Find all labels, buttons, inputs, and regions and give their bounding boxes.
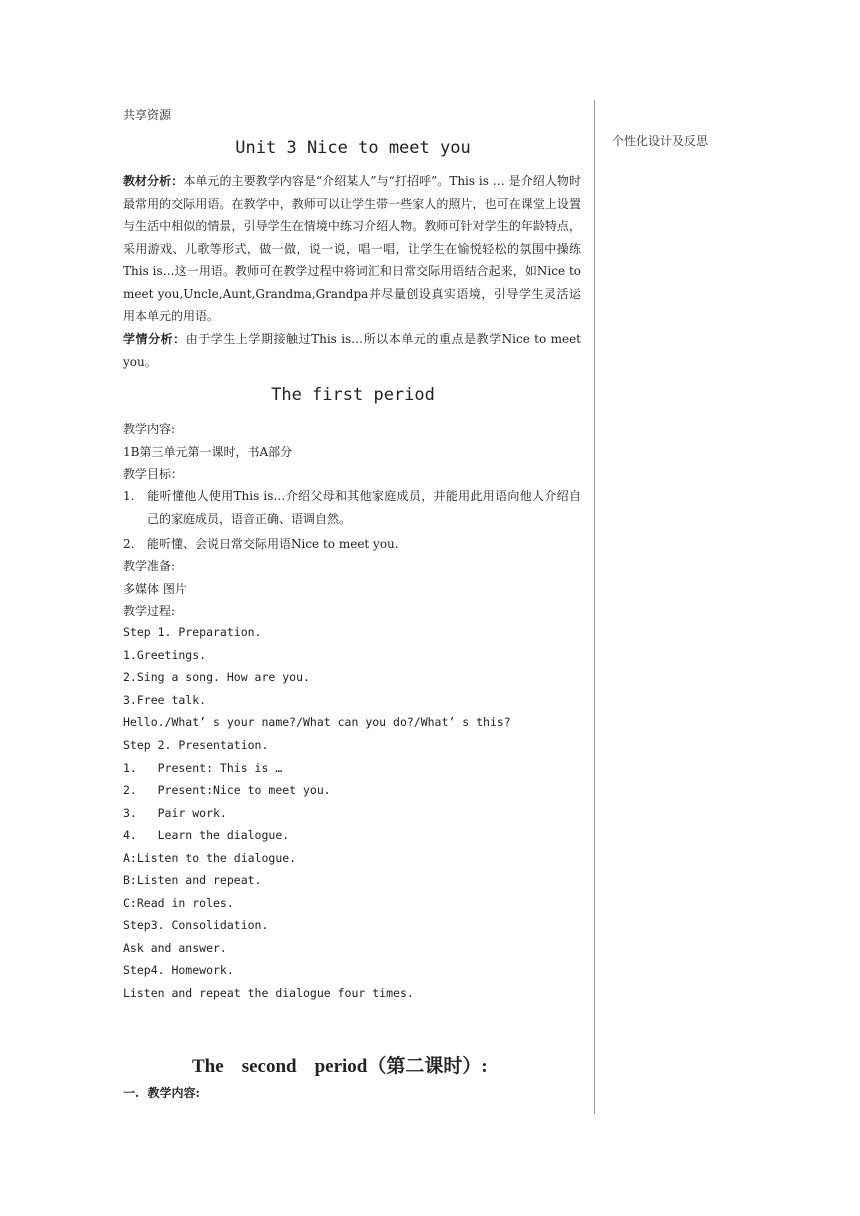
analysis-text: 本单元的主要教学内容是“介绍某人”与“打招呼”。This is … 是介绍人物时最常用的交际用语。在教学中，教师可以让学生带一些家人的照片，也可在课堂上设置与生活中相似的情景，引导学生在情境中练习介绍人物。教师可针对学生的年龄特点，采用游戏、儿歌等形式，做一做，说一说，唱一唱，让学生在愉悦轻松的氛围中操练This is…这一用语。教师可在教学过程中将词汇和日常交际用语结合起来，如Nice to meet you,Uncle,Aunt,Grandma,Grandpa并尽量创设真实语境，引导学生灵活运用本单元的用语。 bbox=[123, 174, 581, 323]
learner-label: 学情分析： bbox=[123, 332, 186, 346]
step-line: 1.Greetings. bbox=[123, 648, 207, 662]
step-line: Ask and answer. bbox=[123, 941, 227, 955]
goal-text: 能听懂他人使用This is…介绍父母和其他家庭成员，并能用此用语向他人介绍自己的家庭成员，语音正确、语调自然。 bbox=[147, 489, 581, 526]
content-text: 1B第三单元第一课时，书A部分 bbox=[123, 445, 293, 459]
goal-item-1 bbox=[123, 485, 581, 530]
resource-label: 共享资源 bbox=[123, 108, 172, 122]
learner-analysis bbox=[123, 328, 581, 373]
step-line: Listen and repeat the dialogue four times. bbox=[123, 986, 414, 1000]
prep-label: 教学准备: bbox=[123, 559, 176, 573]
period1-title: The first period bbox=[271, 385, 435, 405]
step-line: B:Listen and repeat. bbox=[123, 873, 262, 887]
step-line: 3.Free talk. bbox=[123, 693, 207, 707]
step-line: 2. Present:Nice to meet you. bbox=[123, 783, 331, 797]
learner-text: 由于学生上学期接触过This is…所以本单元的重点是教学Nice to meet you。 bbox=[123, 332, 581, 369]
prep-text: 多媒体 图片 bbox=[123, 582, 187, 596]
column-divider bbox=[594, 100, 595, 1114]
period2-title-word: The bbox=[192, 1056, 224, 1077]
goal-text: 能听懂、会说日常交际用语Nice to meet you. bbox=[147, 537, 399, 551]
analysis-label: 教材分析： bbox=[123, 174, 184, 188]
goals-label: 教学目标： bbox=[123, 467, 184, 481]
goal-num: 2. bbox=[123, 537, 135, 551]
sidebar-title: 个性化设计及反思 bbox=[612, 134, 709, 148]
period2-title-word: period（第二课时）: bbox=[314, 1056, 488, 1077]
step-line: Step 1. Preparation. bbox=[123, 625, 262, 639]
unit-title: Unit 3 Nice to meet you bbox=[235, 138, 471, 158]
content-label: 教学内容: bbox=[123, 422, 176, 436]
step-line: C:Read in roles. bbox=[123, 896, 234, 910]
step-line: 2.Sing a song. How are you. bbox=[123, 670, 310, 684]
step-line: 3. Pair work. bbox=[123, 806, 227, 820]
step-line: Hello./What’ s your name?/What can you do?/What’ s this? bbox=[123, 715, 511, 729]
material-analysis bbox=[123, 170, 581, 328]
step-line: Step3. Consolidation. bbox=[123, 918, 269, 932]
period2-title-word: second bbox=[241, 1056, 297, 1077]
period2-title bbox=[192, 1051, 488, 1078]
goal-item-2 bbox=[123, 535, 399, 552]
step-line: Step4. Homework. bbox=[123, 963, 234, 977]
step-line: Step 2. Presentation. bbox=[123, 738, 269, 752]
goal-num: 1. bbox=[123, 489, 135, 503]
step-line: 1. Present: This is … bbox=[123, 761, 283, 775]
step-line: 4. Learn the dialogue. bbox=[123, 828, 290, 842]
process-label: 教学过程: bbox=[123, 604, 176, 618]
period2-item1: 一. 教学内容: bbox=[123, 1086, 200, 1100]
step-line: A:Listen to the dialogue. bbox=[123, 851, 297, 865]
